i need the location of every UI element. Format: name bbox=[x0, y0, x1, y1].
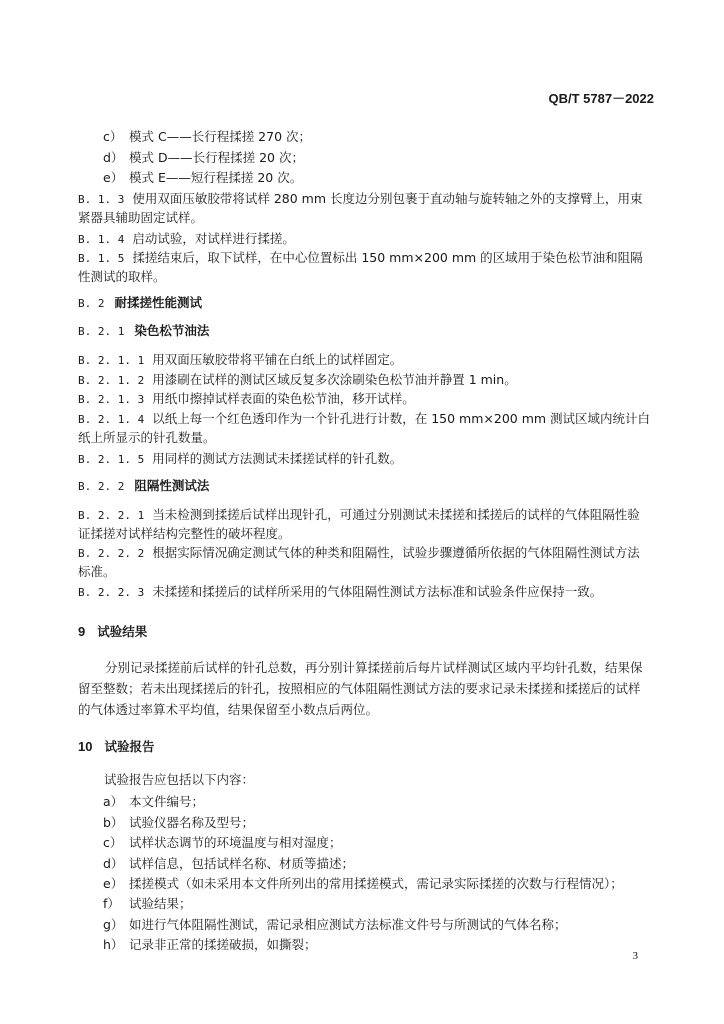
clause-text: 用同样的测试方法测试未揉搓试样的针孔数。 bbox=[152, 451, 403, 466]
section-b-2-1-heading bbox=[78, 322, 209, 341]
list-text: 试样状态调节的环境温度与相对湿度； bbox=[129, 835, 342, 850]
list-item-c bbox=[103, 128, 311, 146]
list-text: 试验仪器名称及型号； bbox=[129, 815, 255, 830]
list-marker: c） bbox=[103, 129, 123, 144]
list-marker: g） bbox=[103, 917, 124, 932]
list-text: 记录非正常的揉搓破损，如撕裂； bbox=[129, 937, 317, 952]
report-item-c bbox=[103, 834, 342, 852]
clause-number: B. 2. 2. 2 bbox=[78, 547, 145, 560]
clause-number: B. 1. 3 bbox=[78, 193, 125, 206]
clause-number: B. 2. 1. 1 bbox=[78, 354, 145, 367]
report-item-h bbox=[103, 936, 317, 954]
report-item-g bbox=[103, 916, 567, 934]
clause-text: 未揉搓和揉搓后的试样所采用的气体阻隔性测试方法标准和试验条件应保持一致。 bbox=[152, 584, 603, 599]
section-number: B. 2 bbox=[78, 297, 105, 310]
report-item-d bbox=[103, 855, 354, 873]
clause-text: 揉搓结束后，取下试样，在中心位置标出 150 mm×200 mm 的区域用于染色松节油和阻隔性测试的取样。 bbox=[78, 250, 643, 284]
section-title: 阻隔性测试法 bbox=[134, 478, 210, 493]
clause-number: B. 2. 1. 5 bbox=[78, 453, 145, 466]
clause-b-2-1-4 bbox=[78, 410, 652, 447]
clause-number: B. 2. 2. 3 bbox=[78, 586, 145, 599]
clause-b-1-3 bbox=[78, 190, 652, 227]
list-marker: h） bbox=[103, 937, 124, 952]
clause-number: B. 1. 5 bbox=[78, 252, 125, 265]
section-number: B. 2. 2 bbox=[78, 480, 125, 493]
clause-b-2-2-1 bbox=[78, 506, 652, 543]
clause-number: B. 2. 1. 2 bbox=[78, 374, 145, 387]
section-title: 耐揉搓性能测试 bbox=[114, 295, 203, 310]
clause-b-2-1-1 bbox=[78, 351, 652, 370]
section-number: B. 2. 1 bbox=[78, 325, 125, 338]
clause-number: B. 2. 1. 3 bbox=[78, 393, 145, 406]
clause-b-2-2-3 bbox=[78, 583, 652, 602]
list-marker: d） bbox=[103, 856, 124, 871]
clause-b-2-1-3 bbox=[78, 390, 652, 409]
list-text: 模式 E——短行程揉搓 20 次。 bbox=[129, 170, 303, 185]
list-text: 试验结果； bbox=[129, 896, 192, 911]
clause-text: 以纸上每一个红色透印作为一个针孔进行计数，在 150 mm×200 mm 测试区域内统计白纸上所显示的针孔数量。 bbox=[78, 411, 651, 445]
list-text: 模式 C——长行程揉搓 270 次； bbox=[129, 129, 312, 144]
list-text: 如进行气体阻隔性测试，需记录相应测试方法标准文件号与所测试的气体名称； bbox=[129, 917, 567, 932]
clause-text: 根据实际情况确定测试气体的种类和阻隔性，试验步骤遵循所依据的气体阻隔性测试方法标准。 bbox=[78, 545, 640, 579]
report-item-e bbox=[103, 875, 623, 893]
list-item-e bbox=[103, 169, 302, 187]
clause-number: B. 2. 1. 4 bbox=[78, 413, 145, 426]
section-number: 10 bbox=[78, 739, 93, 754]
section-number: 9 bbox=[78, 624, 86, 639]
list-item-d bbox=[103, 149, 304, 167]
section-b-2-heading bbox=[78, 294, 202, 313]
list-marker: f） bbox=[103, 896, 120, 911]
clause-text: 当未检测到揉搓后试样出现针孔，可通过分别测试未揉搓和揉搓后的试样的气体阻隔性验证揉搓对试样结构完整性的破坏程度。 bbox=[78, 507, 640, 541]
clause-text: 用双面压敏胶带将平铺在白纸上的试样固定。 bbox=[152, 352, 403, 367]
list-marker: e） bbox=[103, 876, 124, 891]
list-text: 揉搓模式（如未采用本文件所列出的常用揉搓模式，需记录实际揉搓的次数与行程情况）； bbox=[129, 876, 623, 891]
section-9-heading bbox=[78, 623, 147, 641]
report-item-f bbox=[103, 895, 192, 913]
list-text: 模式 D——长行程揉搓 20 次； bbox=[129, 150, 304, 165]
list-text: 试样信息，包括试样名称、材质等描述； bbox=[129, 856, 355, 871]
report-item-b bbox=[103, 814, 254, 832]
list-marker: e） bbox=[103, 170, 124, 185]
report-intro: 试验报告应包括以下内容： bbox=[104, 772, 255, 787]
report-item-a bbox=[103, 793, 204, 811]
clause-number: B. 2. 2. 1 bbox=[78, 509, 145, 522]
clause-b-2-1-2 bbox=[78, 371, 652, 390]
section-b-2-2-heading bbox=[78, 477, 209, 496]
list-marker: b） bbox=[103, 815, 124, 830]
list-marker: a） bbox=[103, 794, 124, 809]
standard-number-header: QB/T 5787－2022 bbox=[548, 91, 654, 106]
clause-b-1-5 bbox=[78, 249, 652, 286]
clause-number: B. 1. 4 bbox=[78, 233, 125, 246]
results-paragraph: 分别记录揉搓前后试样的针孔总数，再分别计算揉搓前后每片试样测试区域内平均针孔数，结果保留至整数；若未出现揉搓后的针孔，按照相应的气体阻隔性测试方法的要求记录未揉搓和揉搓后的试样的气体透过率算术平均值，结果保留至小数点后两位。 bbox=[78, 660, 643, 717]
section-10-heading bbox=[78, 738, 154, 756]
clause-text: 启动试验，对试样进行揉搓。 bbox=[132, 231, 295, 246]
list-marker: d） bbox=[103, 150, 124, 165]
clause-text: 使用双面压敏胶带将试样 280 mm 长度边分别包裹于直动轴与旋转轴之外的支撑臂上，用束紧器具辅助固定试样。 bbox=[78, 191, 643, 225]
list-text: 本文件编号； bbox=[129, 794, 205, 809]
clause-b-2-1-5 bbox=[78, 450, 652, 469]
clause-b-1-4 bbox=[78, 230, 652, 249]
section-title: 染色松节油法 bbox=[134, 323, 210, 338]
section-title: 试验结果 bbox=[97, 624, 148, 639]
clause-b-2-2-2 bbox=[78, 544, 652, 581]
page-number: 3 bbox=[632, 950, 638, 962]
section-title: 试验报告 bbox=[104, 739, 155, 754]
list-marker: c） bbox=[103, 835, 123, 850]
clause-text: 用纸巾擦掉试样表面的染色松节油，移开试样。 bbox=[152, 391, 415, 406]
clause-text: 用漆刷在试样的测试区域反复多次涂刷染色松节油并静置 1 min。 bbox=[152, 372, 517, 387]
